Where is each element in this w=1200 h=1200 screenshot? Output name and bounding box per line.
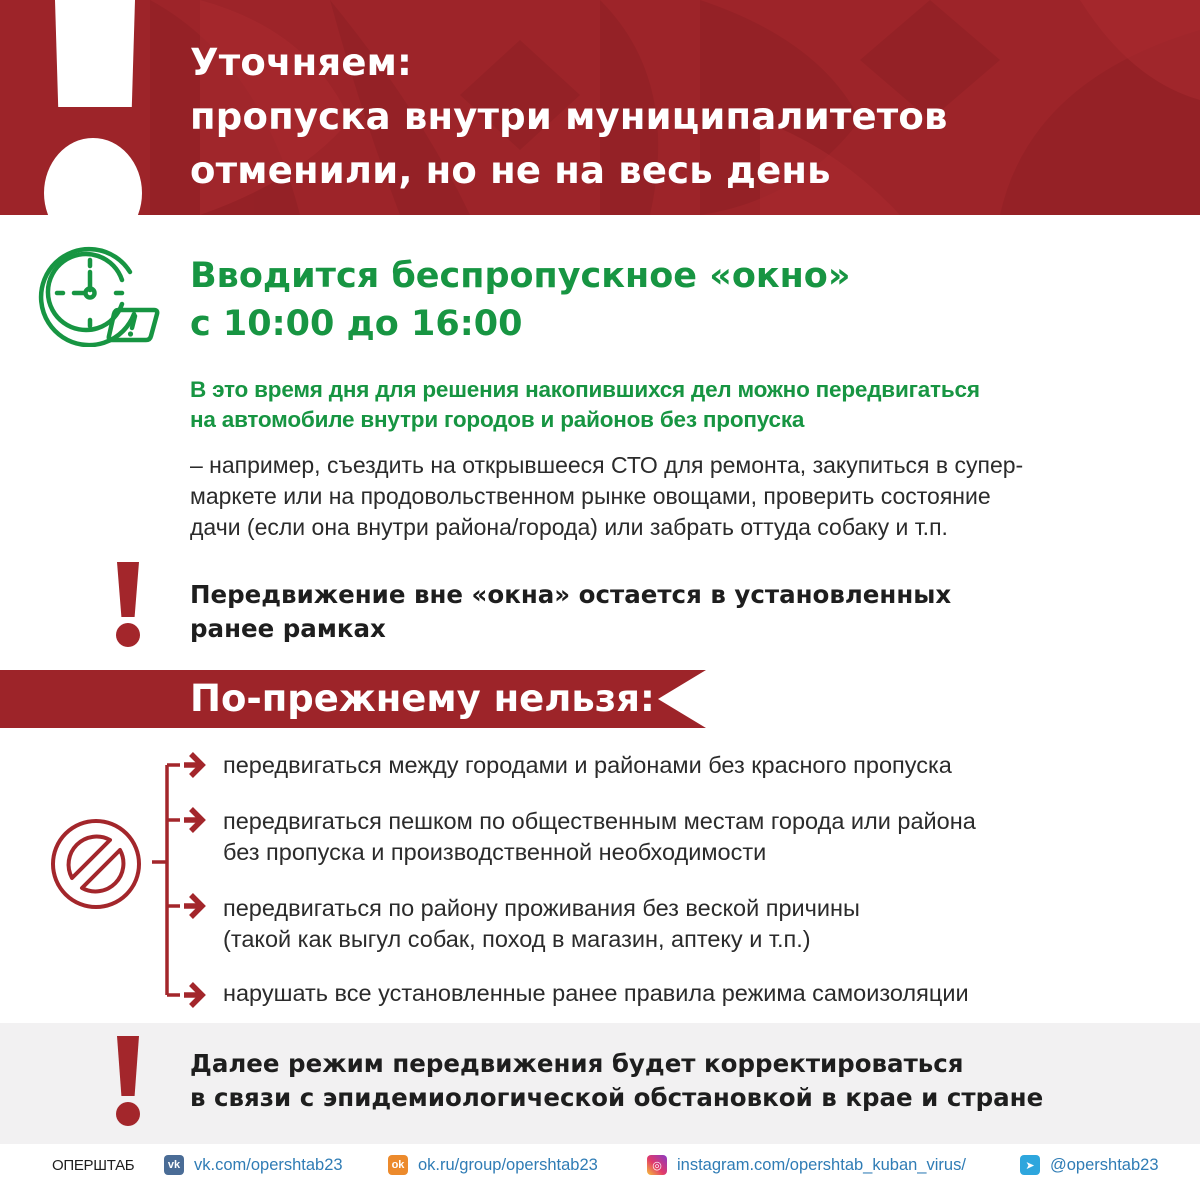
notice-line: ранее рамках [190,614,386,643]
notice-line: Далее режим передвижения будет корректироваться [190,1049,964,1078]
social-link-label[interactable]: @opershtab23 [1050,1155,1159,1174]
window-title [190,252,850,348]
telegram-icon: ➤ [1020,1155,1040,1175]
prohibited-item [223,893,860,955]
list-connector-arrows [140,750,210,1010]
example-line: маркете или на продовольственном рынке овощами, проверить состояние [190,483,991,509]
prohibited-item-line: без пропуска и производственной необходимости [223,839,767,865]
exclamation-icon [116,1036,140,1126]
prohibited-item [223,978,969,1009]
exclamation-icon [116,562,140,647]
window-time-range: с 10:00 до 16:00 [190,304,523,344]
instagram-icon: ◎ [647,1155,667,1175]
notice-line: в связи с эпидемиологической обстановкой в крае и стране [190,1083,1044,1112]
social-link-label[interactable]: vk.com/opershtab23 [194,1155,343,1174]
prohibited-item-line: передвигаться пешком по общественным местам города или района [223,808,976,834]
prohibited-item-line: (такой как выгул собак, поход в магазин, аптеку и т.п.) [223,926,811,952]
notice-outside-window [190,578,951,646]
header-banner [0,0,1200,215]
example-line: – например, съездить на открывшееся СТО для ремонта, закупиться в супер- [190,452,1024,478]
title-line: отменили, но не на весь день [190,149,831,192]
notice-future-changes [190,1047,1043,1115]
page-title [190,36,948,198]
social-link-ok[interactable] [388,1155,598,1175]
social-link-vk[interactable] [164,1155,343,1175]
title-line: Уточняем: [190,41,413,84]
prohibited-item-line: передвигаться между городами и районами без красного пропуска [223,752,952,778]
prohibited-heading: По-прежнему нельзя: [190,677,655,720]
ok-icon: ok [388,1155,408,1175]
lead-line: на автомобиле внутри городов и районов без пропуска [190,407,805,432]
footer-brand: ОПЕРШТАБ [52,1157,135,1174]
example-line: дачи (если она внутри района/города) или забрать оттуда собаку и т.п. [190,514,948,540]
prohibited-item [223,750,952,781]
exclamation-icon-bar [55,0,135,107]
social-link-label[interactable]: instagram.com/opershtab_kuban_virus/ [677,1155,966,1174]
prohibited-item [223,806,976,868]
clock-alert-icon [38,242,163,347]
window-example-text [190,450,1180,543]
window-lead-text [190,375,1180,435]
social-link-label[interactable]: ok.ru/group/opershtab23 [418,1155,598,1174]
title-line: пропуска внутри муниципалитетов [190,95,948,138]
social-link-telegram[interactable] [1020,1155,1159,1175]
vk-icon: vk [164,1155,184,1175]
prohibited-item-line: нарушать все установленные ранее правила режима самоизоляции [223,980,969,1006]
prohibited-item-line: передвигаться по району проживания без веской причины [223,895,860,921]
window-title-line: Вводится беспропускное «окно» [190,256,851,296]
lead-line: В это время дня для решения накопившихся дел можно передвигаться [190,377,980,402]
social-link-instagram[interactable] [647,1155,966,1175]
prohibited-icon [50,818,142,910]
notice-line: Передвижение вне «окна» остается в установленных [190,580,952,609]
